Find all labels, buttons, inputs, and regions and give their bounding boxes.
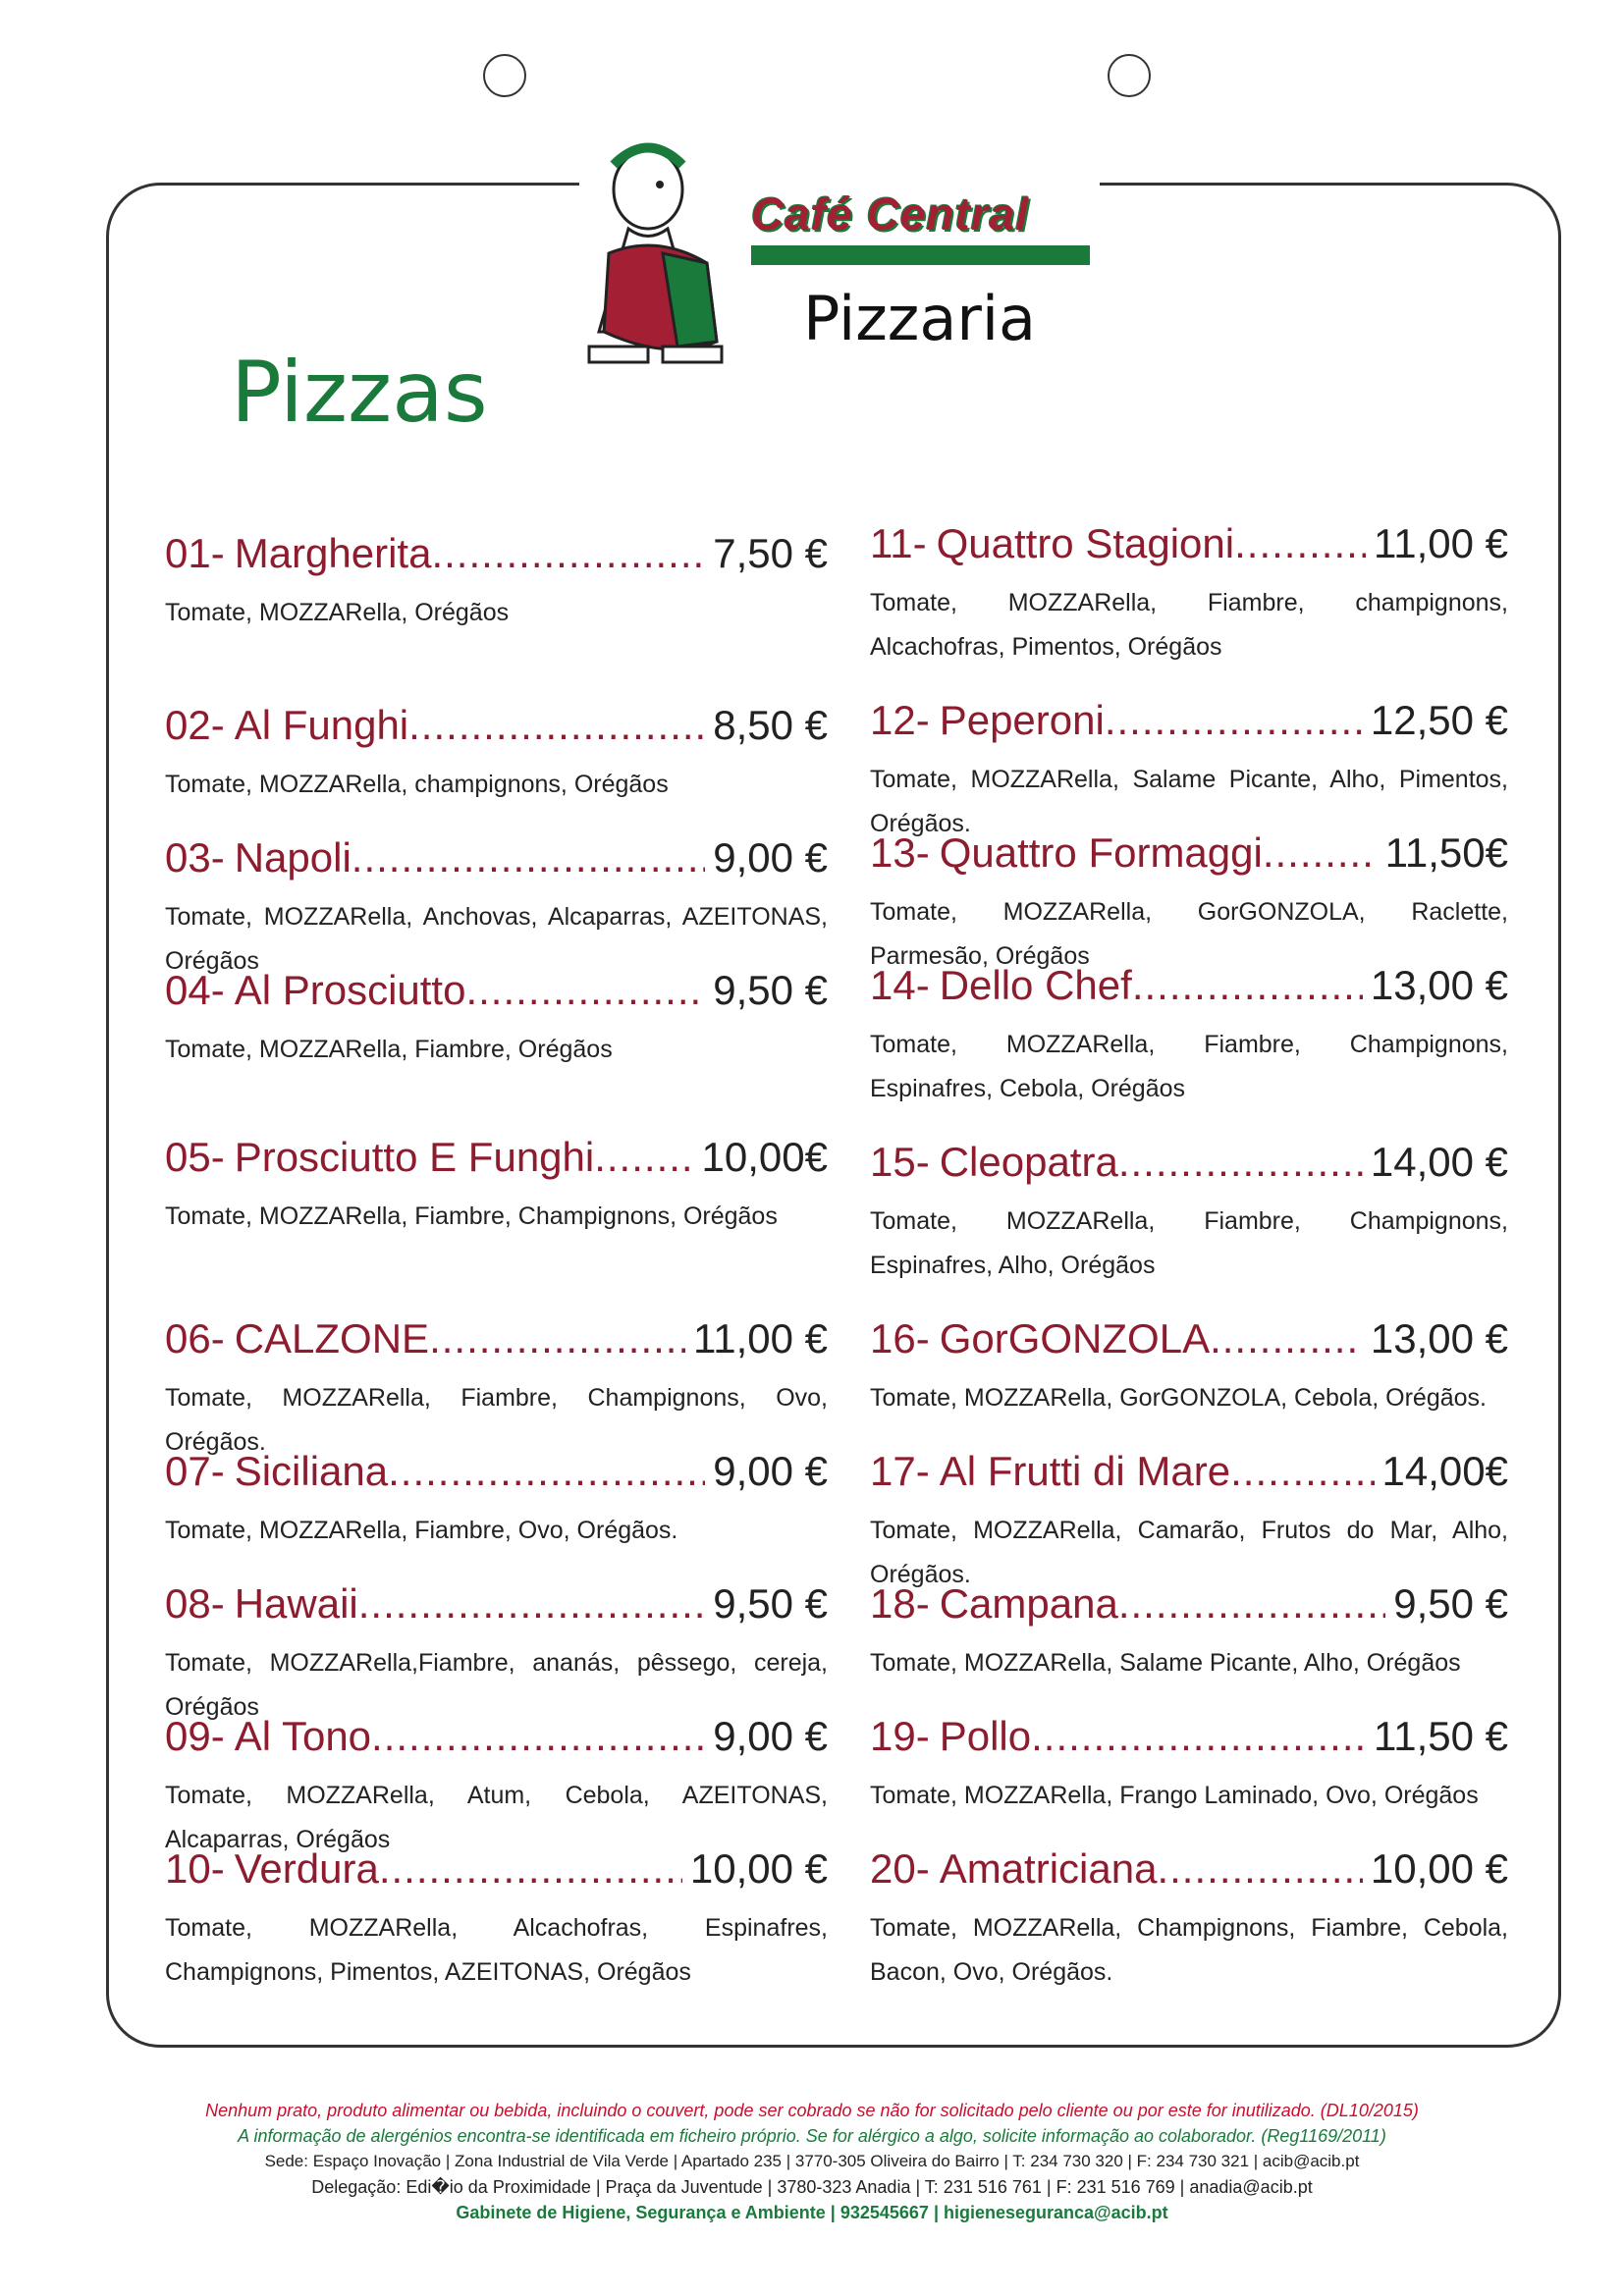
menu-item-name: Verdura [234, 1845, 379, 1892]
menu-item-header [870, 829, 1508, 877]
menu-item-name: CALZONE [234, 1315, 430, 1362]
menu-item-number: 02- [165, 702, 225, 748]
dot-leader [371, 1713, 705, 1760]
menu-item-name: Siciliana [234, 1448, 389, 1494]
menu-item-price: 9,00 € [713, 834, 828, 881]
menu-item-number: 09- [165, 1713, 225, 1759]
dot-leader [429, 1315, 685, 1362]
menu-item-number: 08- [165, 1580, 225, 1627]
menu-item-ingredients: Tomate, MOZZARella, Orégãos [165, 599, 510, 626]
binder-hole-left [483, 54, 526, 97]
menu-item [165, 702, 828, 807]
menu-item [165, 1448, 828, 1553]
menu-item-price: 14,00€ [1381, 1448, 1508, 1494]
menu-item-header [165, 1315, 828, 1362]
menu-item-header [870, 1713, 1508, 1760]
dot-leader [358, 1580, 705, 1628]
menu-item-ingredients: Tomate, MOZZARella, Fiambre, Champignons, Ovo, Orégãos. [165, 1384, 828, 1456]
footer-allergen-note: A informação de alergénios encontra-se identificada em ficheiro próprio. Se for alérgico a algo, solicite informação ao colaborador. (Reg1169/2011) [238, 2126, 1386, 2146]
menu-item-price: 10,00€ [701, 1134, 828, 1180]
menu-item [870, 697, 1508, 846]
menu-item-name: Cleopatra [939, 1139, 1118, 1185]
menu-item-number: 06- [165, 1315, 225, 1362]
dot-leader [594, 1134, 693, 1181]
menu-item-number: 15- [870, 1139, 930, 1185]
dot-leader [1210, 1315, 1363, 1362]
dot-leader [379, 1845, 682, 1893]
menu-item [165, 1580, 828, 1730]
menu-item-name: Dello Chef [939, 962, 1132, 1008]
menu-item-header [165, 1448, 828, 1495]
menu-item-name: Prosciutto E Funghi [234, 1134, 595, 1180]
menu-item-ingredients: Tomate, MOZZARella,Fiambre, ananás, pêssego, cereja, Orégãos [165, 1649, 828, 1721]
menu-item-name: Al Funghi [234, 702, 409, 748]
menu-item-header [165, 702, 828, 749]
menu-item-ingredients: Tomate, MOZZARella, Fiambre, Ovo, Orégãos. [165, 1517, 678, 1544]
menu-item-number: 13- [870, 829, 930, 876]
menu-item-price: 11,00 € [692, 1315, 828, 1362]
menu-item-header [165, 1580, 828, 1628]
menu-item-ingredients: Tomate, MOZZARella, Alcachofras, Espinafres, Champignons, Pimentos, AZEITONAS, Orégãos [165, 1914, 828, 1986]
footer-legal-note: Nenhum prato, produto alimentar ou bebida, incluindo o couvert, pode ser cobrado se não for solicitado pelo cliente ou por este for inutilizado. (DL10/2015) [205, 2101, 1419, 2120]
dot-leader [1230, 1448, 1374, 1495]
menu-item-price: 8,50 € [713, 702, 828, 748]
menu-item-name: Al Tono [234, 1713, 372, 1759]
menu-item-number: 04- [165, 967, 225, 1013]
menu-item-price: 14,00 € [1370, 1139, 1508, 1185]
dot-leader [1118, 1139, 1363, 1186]
footer-delegation: Delegação: Edi�io da Proximidade | Praça da Juventude | 3780-323 Anadia | T: 231 516 761 | F: 231 516 769 | anadia@acib.pt [311, 2177, 1313, 2197]
menu-item-ingredients: Tomate, MOZZARella, Fiambre, Orégãos [165, 1036, 613, 1063]
menu-item-ingredients: Tomate, MOZZARella, Anchovas, Alcaparras, AZEITONAS, Orégãos [165, 903, 828, 975]
menu-item-number: 07- [165, 1448, 225, 1494]
menu-item-number: 14- [870, 962, 930, 1008]
menu-item-number: 01- [165, 530, 225, 576]
menu-item [870, 1448, 1508, 1597]
dot-leader [388, 1448, 705, 1495]
menu-item [165, 967, 828, 1072]
menu-item-price: 7,50 € [713, 530, 828, 576]
pizzaria-title: Pizzaria [803, 283, 1037, 354]
menu-item-header [165, 1845, 828, 1893]
dot-leader [408, 702, 705, 749]
menu-item-name: Hawaii [234, 1580, 358, 1627]
menu-item-name: Campana [939, 1580, 1118, 1627]
menu-item-ingredients: Tomate, MOZZARella, champignons, Orégãos [165, 771, 669, 798]
menu-item [870, 1713, 1508, 1818]
menu-item-number: 19- [870, 1713, 930, 1759]
menu-item-name: Napoli [234, 834, 352, 881]
menu-item-name: Al Prosciutto [234, 967, 466, 1013]
menu-item-ingredients: Tomate, MOZZARella, Fiambre, Champignons, Orégãos [165, 1202, 778, 1230]
dot-leader [352, 834, 705, 881]
menu-item [165, 1845, 828, 1995]
menu-item-ingredients: Tomate, MOZZARella, Frango Laminado, Ovo, Orégãos [870, 1782, 1479, 1809]
menu-item-ingredients: Tomate, MOZZARella, Salame Picante, Alho, Pimentos, Orégãos. [870, 766, 1508, 837]
menu-item-price: 10,00 € [1370, 1845, 1508, 1892]
menu-item-price: 11,50 € [1373, 1713, 1508, 1759]
menu-item [870, 1845, 1508, 1995]
brand-logo-text: Café Central [751, 188, 1029, 240]
menu-item [870, 962, 1508, 1111]
menu-item-ingredients: Tomate, MOZZARella, Fiambre, Champignons, Espinafres, Cebola, Orégãos [870, 1031, 1508, 1102]
section-title: Pizzas [231, 344, 488, 442]
menu-item-price: 13,00 € [1370, 962, 1508, 1008]
menu-item-number: 16- [870, 1315, 930, 1362]
menu-item-price: 10,00 € [689, 1845, 828, 1892]
menu-item-price: 13,00 € [1370, 1315, 1508, 1362]
menu-item-header [165, 834, 828, 881]
menu-item [870, 1139, 1508, 1288]
menu-item [870, 1580, 1508, 1685]
menu-item [165, 834, 828, 984]
menu-item-ingredients: Tomate, MOZZARella, Salame Picante, Alho, Orégãos [870, 1649, 1461, 1677]
menu-item-ingredients: Tomate, MOZZARella, Champignons, Fiambre, Cebola, Bacon, Ovo, Orégãos. [870, 1914, 1508, 1986]
menu-item [870, 829, 1508, 979]
menu-item-header [870, 962, 1508, 1009]
dot-leader [1031, 1713, 1366, 1760]
menu-item-price: 12,50 € [1370, 697, 1508, 743]
menu-item-header [870, 520, 1508, 567]
binder-hole-right [1108, 54, 1151, 97]
roman-mascot-logo [569, 135, 746, 376]
menu-item [165, 530, 828, 635]
footer-contact: Gabinete de Higiene, Segurança e Ambiente | 932545667 | higieneseguranca@acib.pt [456, 2203, 1168, 2222]
menu-item-header [870, 1448, 1508, 1495]
menu-item-price: 9,50 € [713, 1580, 828, 1627]
dot-leader [1132, 962, 1363, 1009]
menu-item-name: Pollo [939, 1713, 1032, 1759]
dot-leader [1157, 1845, 1362, 1893]
menu-item-header [870, 1315, 1508, 1362]
footer-headquarters: Sede: Espaço Inovação | Zona Industrial de Vila Verde | Apartado 235 | 3770-305 Oliveira do Bairro | T: 234 730 320 | F: 234 730 321 | acib@acib.pt [264, 2152, 1360, 2170]
dot-leader [1234, 520, 1366, 567]
menu-item-number: 03- [165, 834, 225, 881]
menu-item-number: 20- [870, 1845, 930, 1892]
dot-leader [1105, 697, 1363, 744]
menu-item-ingredients: Tomate, MOZZARella, Atum, Cebola, AZEITONAS, Alcaparras, Orégãos [165, 1782, 828, 1853]
menu-item-header [165, 530, 828, 577]
menu-item-ingredients: Tomate, MOZZARella, Fiambre, Champignons, Espinafres, Alho, Orégãos [870, 1207, 1508, 1279]
menu-item-name: Al Frutti di Mare [939, 1448, 1231, 1494]
menu-item-price: 9,50 € [713, 967, 828, 1013]
menu-item [165, 1315, 828, 1465]
brand-underline [751, 245, 1090, 265]
menu-item-price: 9,50 € [1393, 1580, 1508, 1627]
menu-item [870, 520, 1508, 669]
dot-leader [1118, 1580, 1385, 1628]
menu-item-header [165, 1713, 828, 1760]
dot-leader [465, 967, 705, 1014]
menu-item-header [165, 967, 828, 1014]
menu-item [165, 1134, 828, 1239]
menu-item-name: Quattro Formaggi [939, 829, 1263, 876]
menu-item-header [870, 1845, 1508, 1893]
menu-item-name: GorGONZOLA [939, 1315, 1211, 1362]
menu-item-header [870, 1580, 1508, 1628]
menu-item-number: 05- [165, 1134, 225, 1180]
menu-item-header [165, 1134, 828, 1181]
menu-item-number: 11- [870, 520, 927, 566]
menu-item-name: Amatriciana [939, 1845, 1158, 1892]
menu-item-price: 9,00 € [713, 1713, 828, 1759]
menu-item-ingredients: Tomate, MOZZARella, GorGONZOLA, Raclette, Parmesão, Orégãos [870, 898, 1508, 970]
menu-item-header [870, 697, 1508, 744]
menu-item-ingredients: Tomate, MOZZARella, Fiambre, champignons, Alcachofras, Pimentos, Orégãos [870, 589, 1508, 661]
menu-item-name: Quattro Stagioni [936, 520, 1235, 566]
menu-item-number: 10- [165, 1845, 225, 1892]
menu-item [870, 1315, 1508, 1420]
menu-item-price: 11,50€ [1384, 829, 1508, 876]
menu-item [165, 1713, 828, 1862]
menu-item-name: Peperoni [939, 697, 1105, 743]
dot-leader [1263, 829, 1378, 877]
menu-item-number: 18- [870, 1580, 930, 1627]
dot-leader [431, 530, 705, 577]
menu-item-price: 11,00 € [1373, 520, 1508, 566]
menu-item-number: 12- [870, 697, 930, 743]
menu-item-name: Margherita [234, 530, 432, 576]
menu-item-number: 17- [870, 1448, 930, 1494]
menu-item-price: 9,00 € [713, 1448, 828, 1494]
menu-item-ingredients: Tomate, MOZZARella, Camarão, Frutos do Mar, Alho, Orégãos. [870, 1517, 1508, 1588]
menu-item-ingredients: Tomate, MOZZARella, GorGONZOLA, Cebola, Orégãos. [870, 1384, 1487, 1412]
menu-item-header [870, 1139, 1508, 1186]
